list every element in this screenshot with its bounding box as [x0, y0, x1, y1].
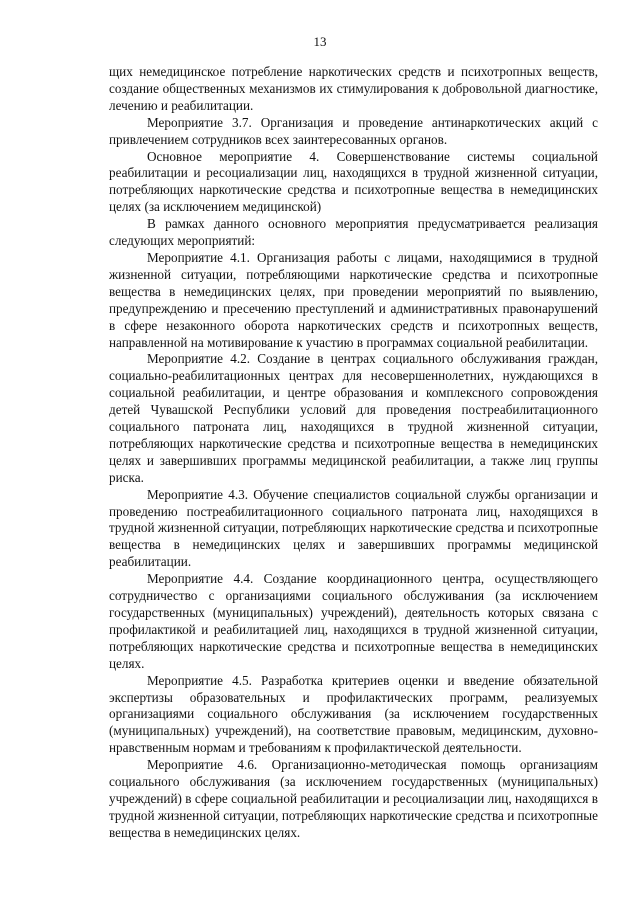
paragraph-continuation: щих немедицинское потребление наркотических средств и психотропных веществ, создание общественных механизмов их стимулирования к добровольной диагностике, лечению и реабилитации. [109, 64, 598, 113]
paragraph-measure-4-2: Мероприятие 4.2. Создание в центрах социального обслуживания граждан, социально-реабилитационных центрах для несовершеннолетних, нуждающихся в социальной реабилитации, и центре образования и комплексного сопровождения детей Чувашской Республики условий для проведения постреабилитационного социального патроната лиц, находящихся в трудной жизненной ситуации, потребляющих наркотические средства и психотропные вещества в немедицинских целях и завершивших программы медицинской реабилитации, а также лиц группы риска. [109, 351, 598, 485]
paragraph-measure-4-4: Мероприятие 4.4. Создание координационного центра, осуществляющего сотрудничество с организациями социального обслуживания (за исключением государственных (муниципальных) учреждений), деятельность которых связана с профилактикой и реабилитацией лиц, находящихся в трудной жизненной ситуации, потребляющих наркотические средства и психотропные вещества в немедицинских целях. [109, 571, 598, 671]
paragraph-measure-3-7: Мероприятие 3.7. Организация и проведение антинаркотических акций с привлечением сотрудников всех заинтересованных органов. [109, 114, 598, 147]
paragraph-measure-4-1: Мероприятие 4.1. Организация работы с лицами, находящимися в трудной жизненной ситуации, потребляющими наркотические средства и психотропные вещества в немедицинских целях, при проведении мероприятий по выявлению, предупреждению и пресечению преступлений и административных правонарушений в сфере незаконного оборота наркотических средств и психотропных веществ, направленной на мотивирование к участию в программах социальной реабилитации. [109, 249, 598, 350]
paragraph-measures-intro: В рамках данного основного мероприятия предусматривается реализация следующих мероприятий: [109, 216, 598, 249]
paragraph-measure-4-3: Мероприятие 4.3. Обучение специалистов социальной службы организации и проведению постреабилитационного социального патроната лиц, находящихся в трудной жизненной ситуации, потребляющих наркотические средства и психотропные вещества в немедицинских целях и завершивших программы медицинской реабилитации. [109, 486, 598, 570]
paragraph-measure-4-5: Мероприятие 4.5. Разработка критериев оценки и введение обязательной экспертизы образовательных и профилактических программ, реализуемых организациями социального обслуживания (за исключением государственных (муниципальных) учреждений), на соответствие правовым, медицинским, духовно-нравственным нормам и требованиям к профилактической деятельности. [109, 672, 598, 756]
document-body [109, 64, 598, 842]
paragraph-measure-4-6: Мероприятие 4.6. Организационно-методическая помощь организациям социального обслуживания (за исключением государственных (муниципальных) учреждений) в сфере социальной реабилитации и ресоциализации лиц, находящихся в трудной жизненной ситуации, потребляющих наркотические средства и психотропные вещества в немедицинских целях. [109, 757, 598, 840]
paragraph-main-measure-4: Основное мероприятие 4. Совершенствование системы социальной реабилитации и ресоциализации лиц, находящихся в трудной жизненной ситуации, потребляющих наркотические средства и психотропные вещества в немедицинских целях (за исключением медицинской) [109, 148, 598, 215]
page-number: 13 [313, 34, 327, 49]
